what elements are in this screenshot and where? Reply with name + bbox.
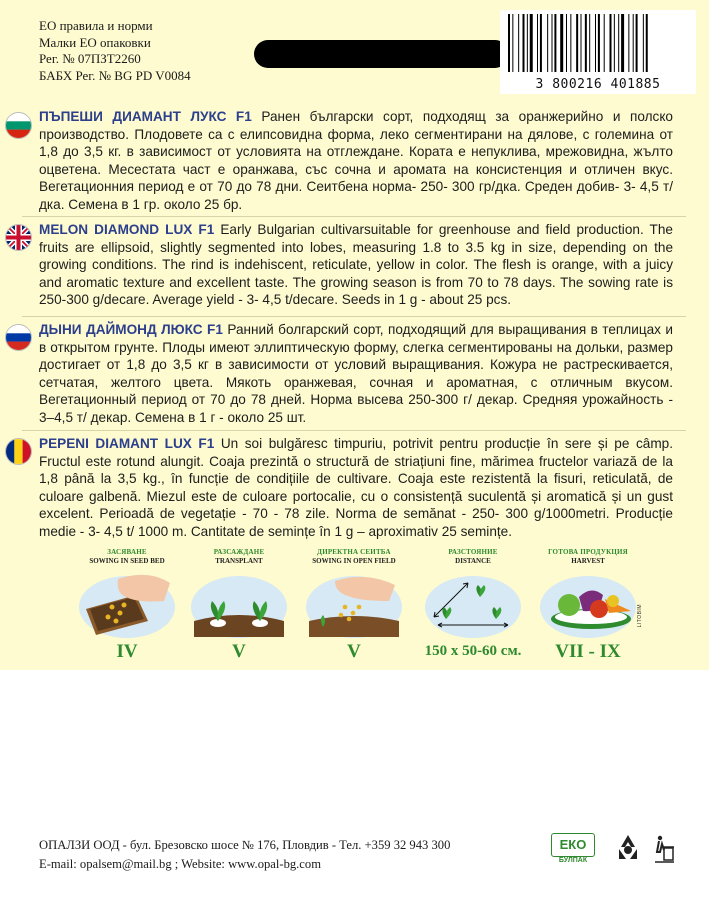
- plant-spacing-icon: [424, 569, 522, 639]
- seedling-rows-icon: [190, 569, 288, 639]
- header-line: Малки ЕО опаковки: [39, 34, 151, 50]
- step-label-bg: РАЗСАЖДАНЕ: [213, 548, 265, 556]
- header-line: ЕО правила и норми: [39, 18, 153, 33]
- barcode-bar: [527, 14, 528, 72]
- barcode-bar: [576, 14, 578, 72]
- step-value: V: [232, 641, 246, 662]
- eko-label: ЕКО: [551, 833, 595, 857]
- barcode-bar: [530, 14, 533, 72]
- section-ru: [39, 321, 673, 426]
- step-value: VII - IX: [555, 641, 621, 662]
- step-distance: [415, 548, 531, 660]
- barcode-bar: [547, 14, 548, 72]
- barcode-bar: [585, 14, 587, 72]
- barcode-bar: [537, 14, 538, 72]
- barcode-bar: [604, 14, 605, 72]
- barcode-bar: [621, 14, 624, 72]
- barcode-bar: [646, 14, 648, 72]
- section-body: Un soi bulgăresc timpuriu, potrivit pentru producție în sere și pe câmp. Fructul este rotund alungit. Coaja prezintă o structură de striațiuni fine, mărimea fructelor variază de la 1,8 până la 3,5 kg., în funcție de condițiile de cultivare. Coaja este rezistentă la fisuri, reticulată, de culoare galbenă. Miezul este de culoare portocalie, cu o consistență suculentă și aromatică și un gust excelent. Perioadă de vegetație - 70 - 78 zile. Norma de semănat - 250- 300 g/1000metri. Producție medie - 3- 4,5 t/ 1000 m. Cantitate de semințe în 1 g – aproximativ 25 semințe.: [39, 436, 673, 539]
- no-litter-bin-icon: [652, 834, 676, 869]
- section-en: [39, 221, 673, 309]
- divider: [22, 316, 686, 317]
- barcode-bar: [560, 14, 563, 72]
- barcode-bar: [618, 14, 619, 72]
- sowing-hand-icon: [305, 569, 403, 639]
- barcode-bar: [512, 14, 513, 72]
- step-sowing-open-field: [296, 548, 412, 663]
- barcode-bar: [540, 14, 542, 72]
- barcode-bar: [633, 14, 634, 72]
- print-code: LITOBIM: [637, 604, 643, 628]
- section-body: Ранний болгарский сорт, подходящий для выращивания в теплицах и в открытом грунте. Плоды имеют эллиптическую форму, слегка сегментированы на дольки, размер достигает от 1,8 до 3,5 кг в зависимости от условий выращивания. Кожура не растрескивается, сетчатая, желтого цвета. Мякоть оранжевая, сочная и ароматная, с отличным вкусом. Вегетационный период от 70 до 78 дней. Норма высева 250-300 г/ декар. Средняя урожайность - 3–4,5 т/ декар. Семена в 1 г - около 25 шт.: [39, 322, 673, 425]
- barcode-bar: [614, 14, 615, 72]
- step-label-bg: ДИРЕКТНА СЕИТБА: [317, 548, 391, 556]
- barcode-bar: [598, 14, 600, 72]
- step-value: IV: [116, 641, 138, 662]
- redaction-bar: [254, 40, 509, 68]
- header-line: БАБХ Рег. № BG PD V0084: [39, 67, 191, 83]
- barcode-bar: [523, 14, 525, 72]
- eko-bulpak-logo: [551, 833, 595, 867]
- section-body: Early Bulgarian cultivarsuitable for greenhouse and field production. The fruits are ellipsoid, slightly segmented into lobes, measuring 1.8 to 3.5 kg in size, depending on the growing conditions. The rind is indehiscent, reticulate, yellow in color. The flesh is orange, with a juicy and aromatic texture and excellent taste. The growing season is from 70 to 78 days. The sowing rate is 250-300 g/decare. Average yield - 3- 4,5 t/decare. Seeds in 1 g - about 25 pcs.: [39, 222, 673, 307]
- section-bg: [39, 108, 673, 213]
- barcode-bar: [610, 14, 612, 72]
- section-body: Ранен български сорт, подходящ за оранжерийно и полско производство. Плодовете са с елипсовидна форма, леко сегментирани на дялове, с големина от 1,8 до 3,5 кг. в зависимост от условията на отглеждане. Кората е непуклива, мрежовидна, жълто оцветена. Месестата част е оранжава, със сочна и аромата на консистенция и отличен вкус. Вегетационния период е от 70 до 78 дни. Сеитбена норма- 250- 300 гр/дка. Среден добив- 3- 4,5 т/дка. Семена в 1 гр. около 25 бр.: [39, 109, 673, 212]
- regulatory-header: [39, 18, 191, 84]
- step-transplant: [181, 548, 297, 663]
- section-title: MELON DIAMOND LUX F1: [39, 222, 215, 237]
- barcode-bar: [628, 14, 629, 72]
- barcode-bar: [552, 14, 553, 72]
- step-sowing-seed-bed: [69, 548, 185, 663]
- divider: [22, 430, 686, 431]
- barcode-bar: [566, 14, 567, 72]
- step-value: 150 x 50-60 см.: [424, 643, 522, 659]
- barcode-bar: [508, 14, 510, 72]
- barcode-bars: [508, 14, 688, 76]
- section-ro: [39, 435, 673, 540]
- romania-flag-icon: [6, 439, 31, 464]
- uk-flag-icon: [6, 225, 31, 250]
- step-value: V: [347, 641, 361, 662]
- barcode-bar: [595, 14, 596, 72]
- header-line: Рег. № 07ПЗТ2260: [39, 51, 141, 66]
- seed-tray-hand-icon: [78, 569, 176, 639]
- barcode-bar: [643, 14, 644, 72]
- vegetable-plate-icon: [539, 569, 637, 639]
- step-label-bg: РАЗСТОЯНИЕ: [448, 548, 498, 556]
- recycling-icon: [616, 833, 640, 868]
- section-title: ДЫНИ ДАЙМОНД ЛЮКС F1: [39, 322, 223, 337]
- step-harvest: [530, 548, 646, 663]
- barcode-number: 3 800216 401885: [535, 77, 661, 92]
- barcode-bar: [636, 14, 638, 72]
- step-label-en: HARVEST: [571, 557, 605, 565]
- bulgaria-flag-icon: [6, 113, 31, 138]
- step-label-en: SOWING IN SEED BED: [89, 557, 165, 565]
- section-title: PEPENI DIAMANT LUX F1: [39, 436, 215, 451]
- barcode-bar: [518, 14, 519, 72]
- divider: [22, 216, 686, 217]
- barcode-bar: [554, 14, 556, 72]
- barcode: [500, 10, 696, 94]
- footer: [39, 836, 450, 874]
- barcode-bar: [570, 14, 571, 72]
- step-label-bg: ЗАСЯВАНЕ: [107, 548, 147, 556]
- step-label-bg: ГОТОВА ПРОДУКЦИЯ: [548, 548, 628, 556]
- russia-flag-icon: [6, 325, 31, 350]
- bulpak-label: БУЛПАК: [558, 857, 588, 864]
- step-label-en: SOWING IN OPEN FIELD: [312, 557, 396, 565]
- company-contact: E-mail: opalsem@mail.bg ; Website: www.opal-bg.com: [39, 857, 321, 871]
- step-label-en: DISTANCE: [455, 557, 491, 565]
- section-title: ПЪПЕШИ ДИАМАНТ ЛУКС F1: [39, 109, 252, 124]
- barcode-bar: [581, 14, 582, 72]
- step-label-en: TRANSPLANT: [215, 557, 263, 565]
- company-address: ОПАЛЗИ ООД - бул. Брезовско шосе № 176, Пловдив - Тел. +359 32 943 300: [39, 838, 451, 852]
- barcode-bar: [589, 14, 590, 72]
